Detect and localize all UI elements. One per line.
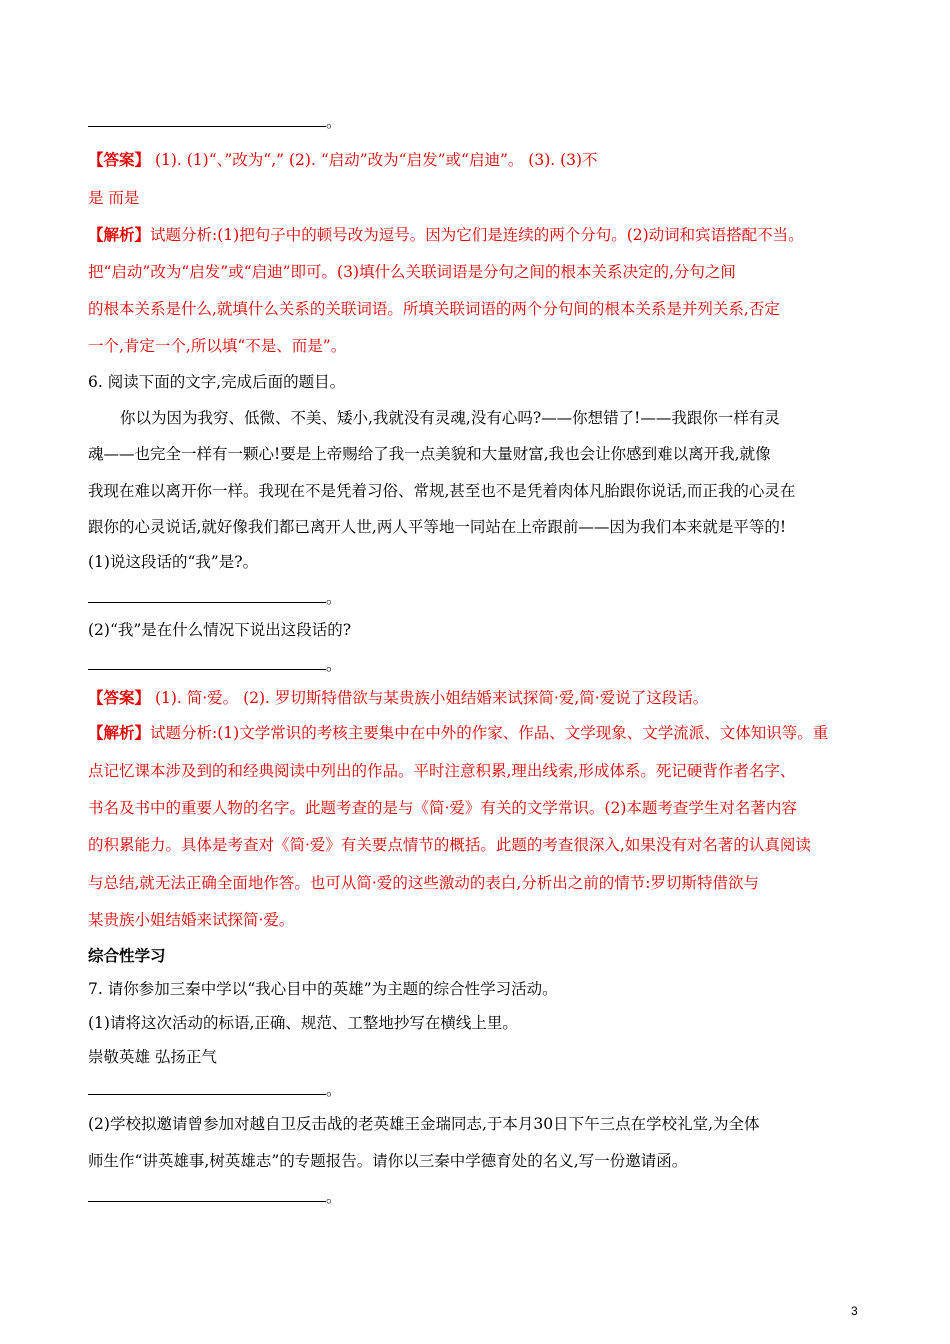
q5-analysis: 【解析】试题分析:(1)把句子中的顿号改为逗号。因为它们是连续的两个分句。(2)动词和宾语搭配不当。: [88, 225, 804, 244]
q6-analysis: 【解析】试题分析:(1)文学常识的考核主要集中在中外的作家、作品、文学现象、文学流派、文体知识等。重: [88, 723, 829, 742]
q5-answer: 【答案】 (1). (1)“、”改为“,” (2). “启动”改为“启发”或“启迪”。 (3). (3)不: [88, 150, 598, 169]
q6-analysis-line: 书名及书中的重要人物的名字。此题考查的是与《简·爱》有关的文学常识。(2)本题考查学生对名著内容: [88, 799, 797, 817]
answer-blank-line: 。: [88, 588, 868, 608]
q6-passage-line: 魂——也完全一样有一颗心!要是上帝赐给了我一点美貌和大量财富,我也会让你感到难以离开我,就像: [88, 445, 771, 463]
q6-analysis-line: 点记忆课本涉及到的和经典阅读中列出的作品。平时注意积累,理出线索,形成体系。死记硬背作者名字、: [88, 762, 796, 780]
q6-passage-line: 我现在难以离开你一样。我现在不是凭着习俗、常规,甚至也不是凭着肉体凡胎跟你说话,而正我的心灵在: [88, 482, 796, 500]
q5-analysis-line: 把“启动”改为“启发”或“启迪”即可。(3)填什么关联词语是分句之间的根本关系决定的,分句之间: [88, 263, 736, 281]
q6-passage-line: 你以为因为我穷、低微、不美、矮小,我就没有灵魂,没有心吗?——你想错了!——我跟你一样有灵: [120, 409, 780, 427]
blank-underline: [88, 112, 326, 127]
q6-passage-line: 跟你的心灵说话,就好像我们都已离开人世,两人平等地一同站在上帝跟前——因为我们本来就是平等的!: [88, 518, 787, 536]
q6-analysis-line: 的积累能力。具体是考查对《简·爱》有关要点情节的概括。此题的考查很深入,如果没有对名著的认真阅读: [88, 836, 811, 854]
q7-sub-question-1: (1)请将这次活动的标语,正确、规范、工整地抄写在横线上里。: [88, 1014, 518, 1032]
q7-stem: 7. 请你参加三秦中学以“我心目中的英雄”为主题的综合性学习活动。: [88, 980, 558, 998]
answer-tag: 【答案】: [88, 688, 151, 707]
q6-sub-question-1: (1)说这段话的“我”是?。: [88, 553, 259, 571]
page-number: 3: [851, 1304, 858, 1318]
answer-blank-line: 。: [88, 1187, 868, 1207]
q6-answer: 【答案】 (1). 简·爱。 (2). 罗切斯特借欲与某贵族小姐结婚来试探简·爱,简·爱说了这段话。: [88, 688, 709, 707]
analysis-tag: 【解析】: [88, 225, 151, 244]
q5-analysis-line: 一个,肯定一个,所以填“不是、而是”。: [88, 337, 347, 355]
q5-answer-cont: 是 而是: [88, 189, 140, 207]
q6-analysis-line: 与总结,就无法正确全面地作答。也可从简·爱的这些激动的表白,分析出之前的情节:罗切斯特借欲与: [88, 874, 760, 892]
blank-underline: [88, 655, 326, 670]
q7-slogan: 崇敬英雄 弘扬正气: [88, 1048, 217, 1066]
analysis-tag: 【解析】: [88, 723, 151, 742]
answer-blank-line: 。: [88, 655, 868, 675]
answer-blank-line: 。: [88, 1080, 868, 1100]
q6-analysis-line: 某贵族小姐结婚来试探简·爱。: [88, 911, 295, 929]
q5-analysis-line: 的根本关系是什么,就填什么关系的关联词语。所填关联词语的两个分句间的根本关系是并列关系,否定: [88, 300, 780, 318]
answer-tag: 【答案】: [88, 150, 151, 169]
q7-sub-question-2-cont: 师生作“讲英雄事,树英雄志”的专题报告。请你以三秦中学德育处的名义,写一份邀请函。: [88, 1152, 688, 1170]
q6-sub-question-2: (2)“我”是在什么情况下说出这段话的?: [88, 621, 352, 639]
q7-sub-question-2: (2)学校拟邀请曾参加对越自卫反击战的老英雄王金瑞同志,于本月30日下午三点在学校礼堂,为全体: [88, 1115, 760, 1133]
blank-underline: [88, 1187, 326, 1202]
answer-blank-line: 。: [88, 112, 868, 132]
q6-stem: 6. 阅读下面的文字,完成后面的题目。: [88, 373, 346, 391]
blank-underline: [88, 588, 326, 603]
section-title: 综合性学习: [88, 946, 166, 965]
blank-underline: [88, 1080, 326, 1095]
